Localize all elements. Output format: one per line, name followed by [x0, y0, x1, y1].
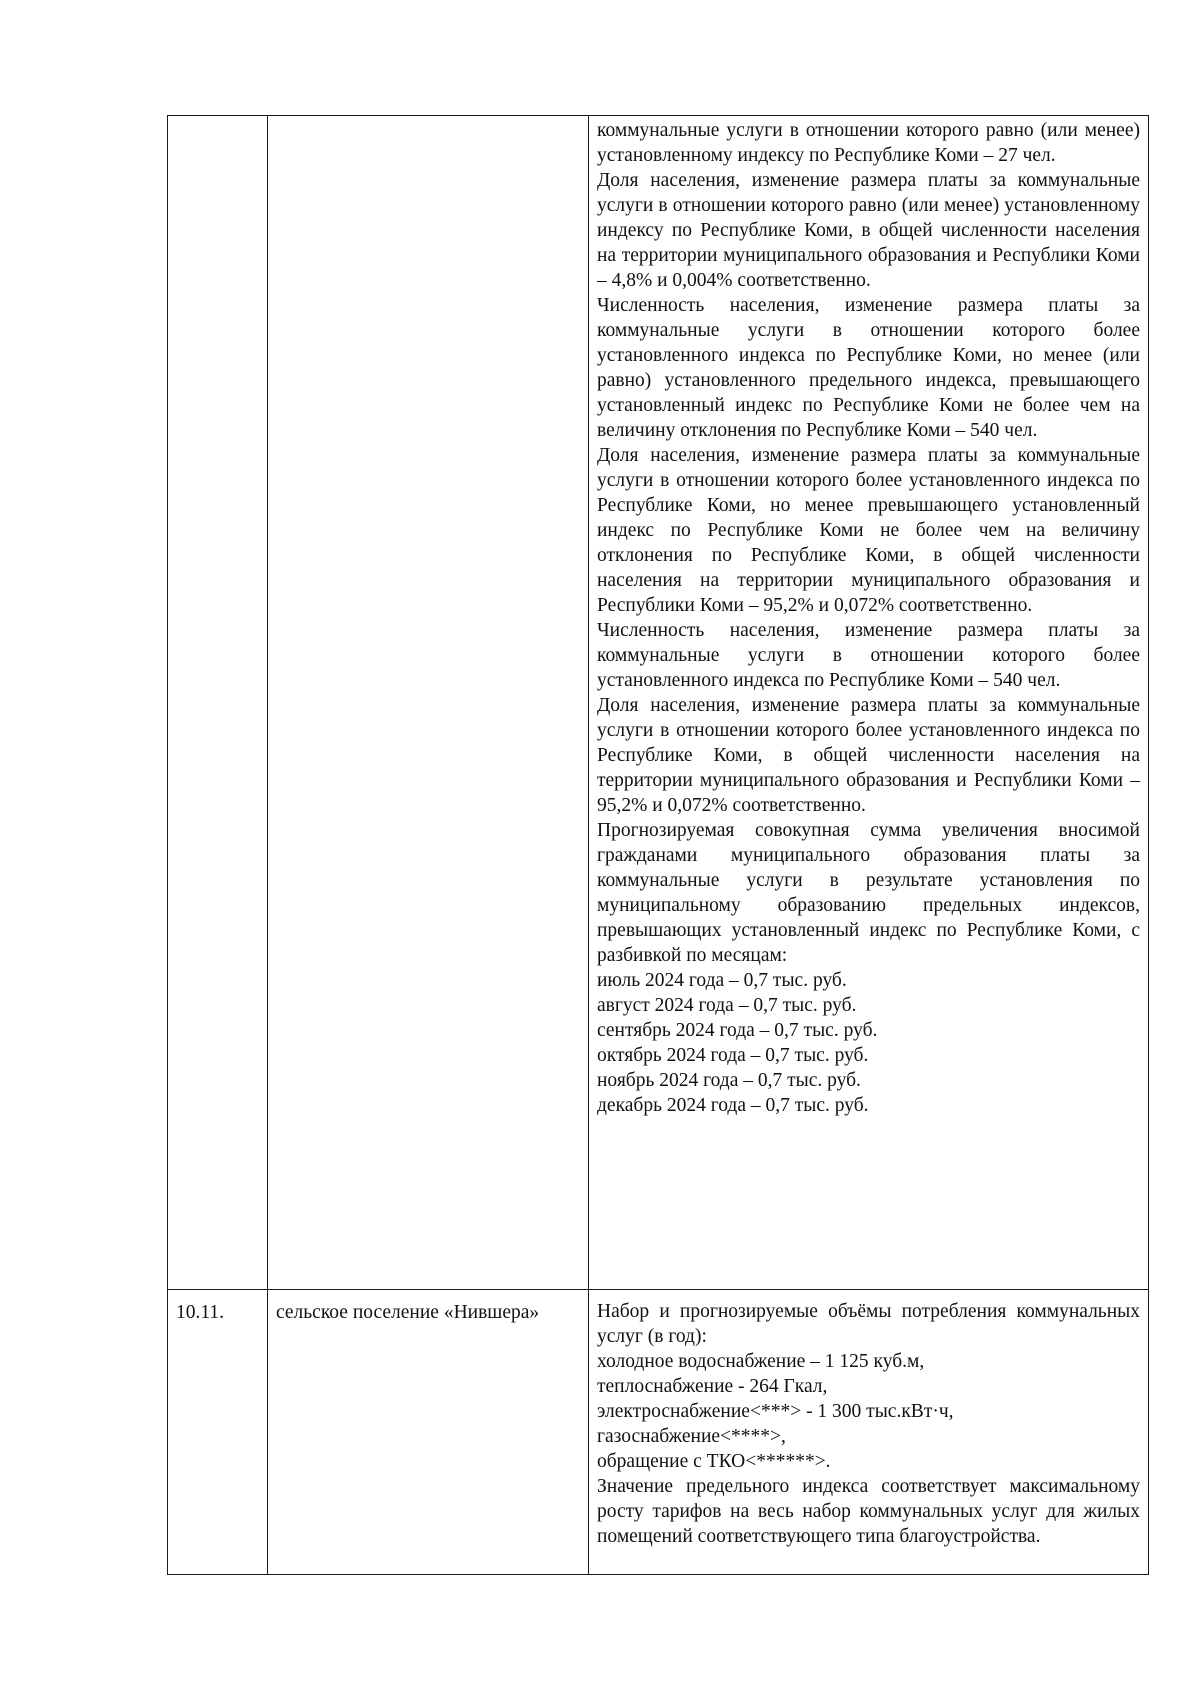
utility-volume-line: электроснабжение<***> - 1 300 тыс.кВт·ч, [597, 1401, 954, 1422]
description-paragraph: Прогнозируемая совокупная сумма увеличения вносимой гражданами муниципального образования платы за коммунальные услуги в результате установления по муниципальному образованию предельных индексов, превышающих установленный индекс по Республике Коми, с разбивкой по месяцам: [597, 820, 1140, 966]
description-cell [589, 1290, 1149, 1575]
row-number-cell [168, 116, 268, 1290]
description-paragraph: Доля населения, изменение размера платы за коммунальные услуги в отношении которого более установленного индекса по Республике Коми, в общей численности населения на территории муниципального образования и Республики Коми – 95,2% и 0,072% соответственно. [597, 695, 1140, 816]
description-cell [589, 116, 1149, 1290]
municipality-name-cell [268, 116, 589, 1290]
municipality-name: сельское поселение «Нившера» [276, 1302, 540, 1323]
description-paragraph: коммунальные услуги в отношении которого равно (или менее) установленному индексу по Республике Коми – 27 чел. [597, 120, 1140, 166]
monthly-amount-line: ноябрь 2024 года – 0,7 тыс. руб. [597, 1070, 861, 1091]
description-paragraph: Численность населения, изменение размера платы за коммунальные услуги в отношении которого более установленного индекса по Республике Коми, но менее (или равно) установленного предельного индекса, превышающего установленный индекс по Республике Коми не более чем на величину отклонения по Республике Коми – 540 чел. [597, 295, 1140, 441]
table-row [168, 1290, 1149, 1575]
utility-volume-line: теплоснабжение - 264 Гкал, [597, 1376, 828, 1397]
municipal-index-table [167, 115, 1149, 1575]
municipality-name-cell [268, 1290, 589, 1575]
row-number: 10.11. [176, 1302, 225, 1323]
description-paragraph: Доля населения, изменение размера платы за коммунальные услуги в отношении которого более установленного индекса по Республике Коми, но менее превышающего установленный индекс по Республике Коми не более чем на величину отклонения по Республике Коми, в общей численности населения на территории муниципального образования и Республики Коми – 95,2% и 0,072% соответственно. [597, 445, 1140, 616]
monthly-amount-line: август 2024 года – 0,7 тыс. руб. [597, 995, 857, 1016]
utility-volume-line: холодное водоснабжение – 1 125 куб.м, [597, 1351, 925, 1372]
description-paragraph: Значение предельного индекса соответствует максимальному росту тарифов на весь набор коммунальных услуг для жилых помещений соответствующего типа благоустройства. [597, 1476, 1140, 1547]
utility-volume-line: обращение с ТКО<******>. [597, 1451, 831, 1472]
row-number-cell [168, 1290, 268, 1575]
monthly-amount-line: сентябрь 2024 года – 0,7 тыс. руб. [597, 1020, 878, 1041]
table-row [168, 116, 1149, 1290]
monthly-amount-line: декабрь 2024 года – 0,7 тыс. руб. [597, 1095, 869, 1116]
monthly-amount-line: октябрь 2024 года – 0,7 тыс. руб. [597, 1045, 869, 1066]
utility-volume-line: газоснабжение<****>, [597, 1426, 786, 1447]
description-paragraph: Доля населения, изменение размера платы за коммунальные услуги в отношении которого равно (или менее) установленному индексу по Республике Коми, в общей численности населения на территории муниципального образования и Республики Коми – 4,8% и 0,004% соответственно. [597, 170, 1140, 291]
monthly-amount-line: июль 2024 года – 0,7 тыс. руб. [597, 970, 847, 991]
description-paragraph: Набор и прогнозируемые объёмы потребления коммунальных услуг (в год): [597, 1301, 1140, 1347]
description-paragraph: Численность населения, изменение размера платы за коммунальные услуги в отношении которого более установленного индекса по Республике Коми – 540 чел. [597, 620, 1140, 691]
